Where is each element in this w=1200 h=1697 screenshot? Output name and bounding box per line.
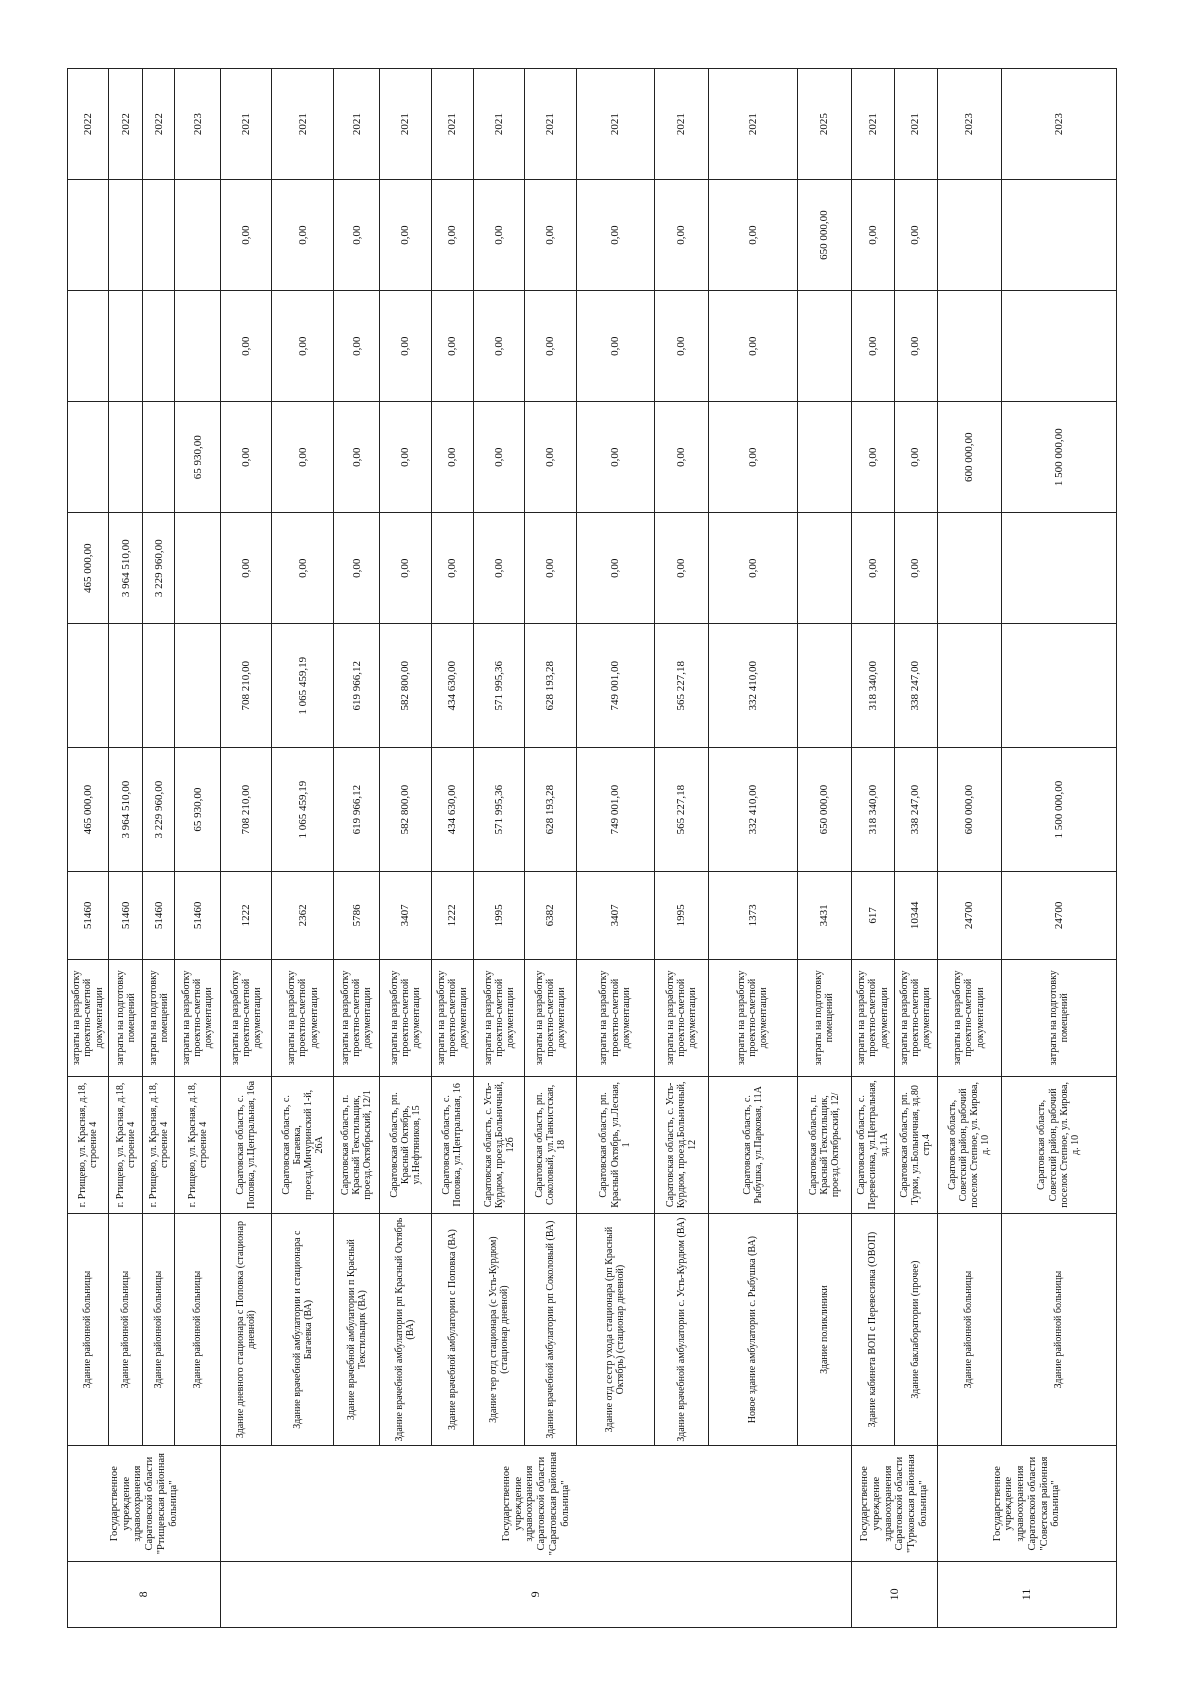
amount-2025-cell: 0,00: [654, 180, 708, 291]
table-row: [109, 69, 143, 1628]
area-cell: 1222: [431, 872, 474, 960]
address-cell: Саратовская область, п. Красный Текстильщик, проезд.Октябрьский, 12/: [797, 1077, 851, 1214]
amount-2021-cell: 338 247,00: [894, 624, 937, 748]
amount-2024-cell: 0,00: [474, 291, 525, 402]
year-cell: 2022: [109, 69, 143, 180]
object-name-cell: Здание районной больницы: [68, 1213, 109, 1446]
total-amount-cell: 708 210,00: [221, 748, 272, 872]
group-index-cell: 11: [937, 1561, 1117, 1627]
address-cell: Саратовская область, с. Усть-Курдюм, проезд.Больничный, 12б: [474, 1077, 525, 1214]
amount-2022-cell: [175, 513, 221, 624]
table-row: [709, 69, 798, 1628]
amount-2021-cell: 434 630,00: [431, 624, 474, 748]
amount-2025-cell: [68, 180, 109, 291]
total-amount-cell: 582 800,00: [380, 748, 431, 872]
amount-2024-cell: [109, 291, 143, 402]
year-cell: 2021: [272, 69, 334, 180]
amount-2025-cell: [1001, 180, 1116, 291]
area-cell: 3431: [797, 872, 851, 960]
year-cell: 2022: [68, 69, 109, 180]
amount-2022-cell: [797, 513, 851, 624]
amount-2023-cell: 0,00: [431, 402, 474, 513]
address-cell: Саратовская область, п. Красный Текстильщик, проезд.Октябрьский, 12/1: [334, 1077, 380, 1214]
work-type-cell: затраты на разработку проектно-сметной документации: [474, 959, 525, 1076]
amount-2023-cell: 0,00: [221, 402, 272, 513]
total-amount-cell: 619 966,12: [334, 748, 380, 872]
table-row: [380, 69, 431, 1628]
area-cell: 5786: [334, 872, 380, 960]
table-row: [221, 69, 272, 1628]
amount-2021-cell: 571 995,36: [474, 624, 525, 748]
address-cell: г. Ртищево, ул. Красная, д.18, строение 4: [109, 1077, 143, 1214]
work-type-cell: затраты на разработку проектно-сметной документации: [334, 959, 380, 1076]
amount-2022-cell: 0,00: [894, 513, 937, 624]
amount-2024-cell: 0,00: [576, 291, 654, 402]
object-name-cell: Здание врачебной амбулатории и стационара с Багаевка (ВА): [272, 1213, 334, 1446]
amount-2025-cell: 0,00: [852, 180, 895, 291]
amount-2023-cell: [109, 402, 143, 513]
amount-2021-cell: 708 210,00: [221, 624, 272, 748]
address-cell: Саратовская область, рп. Красный Октябрь, ул.Лесная, 1: [576, 1077, 654, 1214]
amount-2024-cell: 0,00: [709, 291, 798, 402]
area-cell: 617: [852, 872, 895, 960]
work-type-cell: затраты на разработку проектно-сметной документации: [68, 959, 109, 1076]
address-cell: Саратовская область, рп. Турки, ул.Больничная, зд.80 стр.4: [894, 1077, 937, 1214]
total-amount-cell: 571 995,36: [474, 748, 525, 872]
amount-2022-cell: 0,00: [852, 513, 895, 624]
amount-2021-cell: 332 410,00: [709, 624, 798, 748]
work-type-cell: затраты на подготовку помещений: [143, 959, 175, 1076]
amount-2024-cell: 0,00: [334, 291, 380, 402]
year-cell: 2021: [431, 69, 474, 180]
object-name-cell: Здание дневного стационара с Поповка (стационар дневной): [221, 1213, 272, 1446]
amount-2021-cell: 749 001,00: [576, 624, 654, 748]
amount-2025-cell: 650 000,00: [797, 180, 851, 291]
work-type-cell: затраты на подготовку помещений: [1001, 959, 1116, 1076]
year-cell: 2025: [797, 69, 851, 180]
amount-2021-cell: 619 966,12: [334, 624, 380, 748]
table-row: [272, 69, 334, 1628]
amount-2025-cell: 0,00: [576, 180, 654, 291]
amount-2023-cell: 1 500 000,00: [1001, 402, 1116, 513]
object-name-cell: Здание кабинета ВОП с Перевесинка (ОВОП): [852, 1213, 895, 1446]
amount-2021-cell: [1001, 624, 1116, 748]
total-amount-cell: 338 247,00: [894, 748, 937, 872]
year-cell: 2021: [525, 69, 576, 180]
object-name-cell: Здание тер отд стационара (с Усть-Курдюм) (стационар дневной): [474, 1213, 525, 1446]
total-amount-cell: 3 229 960,00: [143, 748, 175, 872]
group-index-cell: 8: [68, 1561, 221, 1627]
table-row: [431, 69, 474, 1628]
amount-2025-cell: 0,00: [380, 180, 431, 291]
year-cell: 2021: [380, 69, 431, 180]
amount-2021-cell: 318 340,00: [852, 624, 895, 748]
work-type-cell: затраты на разработку проектно-сметной документации: [937, 959, 1001, 1076]
year-cell: 2021: [894, 69, 937, 180]
amount-2024-cell: 0,00: [431, 291, 474, 402]
work-type-cell: затраты на разработку проектно-сметной документации: [894, 959, 937, 1076]
address-cell: Саратовская область, рп. Соколовый, ул.Танкистская, 18: [525, 1077, 576, 1214]
amount-2023-cell: 0,00: [525, 402, 576, 513]
amount-2025-cell: [937, 180, 1001, 291]
work-type-cell: затраты на разработку проектно-сметной документации: [654, 959, 708, 1076]
amount-2024-cell: 0,00: [654, 291, 708, 402]
object-name-cell: Здание районной больницы: [143, 1213, 175, 1446]
year-cell: 2023: [175, 69, 221, 180]
total-amount-cell: 628 193,28: [525, 748, 576, 872]
object-name-cell: Здание баклаборатории (прочее): [894, 1213, 937, 1446]
amount-2023-cell: [797, 402, 851, 513]
amount-2021-cell: [68, 624, 109, 748]
area-cell: 51460: [143, 872, 175, 960]
table-row: [937, 69, 1001, 1628]
object-name-cell: Здание поликлиники: [797, 1213, 851, 1446]
total-amount-cell: 65 930,00: [175, 748, 221, 872]
amount-2023-cell: 0,00: [709, 402, 798, 513]
area-cell: 6382: [525, 872, 576, 960]
work-type-cell: затраты на разработку проектно-сметной документации: [576, 959, 654, 1076]
amount-2024-cell: [175, 291, 221, 402]
object-name-cell: Здание врачебной амбулатории рп Соколовый (ВА): [525, 1213, 576, 1446]
amount-2024-cell: [68, 291, 109, 402]
area-cell: 3407: [380, 872, 431, 960]
year-cell: 2021: [221, 69, 272, 180]
amount-2025-cell: 0,00: [272, 180, 334, 291]
group-index-cell: 10: [852, 1561, 937, 1627]
amount-2025-cell: 0,00: [894, 180, 937, 291]
total-amount-cell: 1 065 459,19: [272, 748, 334, 872]
address-cell: Саратовская область, Советский район, рабочий поселок Степное, ул. Кирова, д. 10: [937, 1077, 1001, 1214]
total-amount-cell: 465 000,00: [68, 748, 109, 872]
amount-2025-cell: 0,00: [431, 180, 474, 291]
amount-2023-cell: 0,00: [654, 402, 708, 513]
organization-cell: Государственное учреждение здравоохранения Саратовской области "Ртищевская районная больница": [68, 1446, 221, 1561]
amount-2025-cell: 0,00: [474, 180, 525, 291]
amount-2025-cell: 0,00: [334, 180, 380, 291]
address-cell: Саратовская область, с. Поповка, ул.Центральная, 16: [431, 1077, 474, 1214]
amount-2023-cell: 0,00: [272, 402, 334, 513]
address-cell: Саратовская область, рп. Красный Октябрь, ул.Нефтяников, 15: [380, 1077, 431, 1214]
year-cell: 2022: [143, 69, 175, 180]
object-name-cell: Здание врачебной амбулатории п Красный Текстильщик (ВА): [334, 1213, 380, 1446]
total-amount-cell: 650 000,00: [797, 748, 851, 872]
table-row: [852, 69, 895, 1628]
amount-2024-cell: [143, 291, 175, 402]
table-row: [894, 69, 937, 1628]
work-type-cell: затраты на разработку проектно-сметной документации: [431, 959, 474, 1076]
amount-2021-cell: [143, 624, 175, 748]
year-cell: 2021: [852, 69, 895, 180]
area-cell: 1995: [654, 872, 708, 960]
year-cell: 2023: [1001, 69, 1116, 180]
amount-2022-cell: 0,00: [272, 513, 334, 624]
address-cell: Саратовская область, Советский район, рабочий поселок Степное, ул. Кирова, д. 10: [1001, 1077, 1116, 1214]
amount-2025-cell: [109, 180, 143, 291]
work-type-cell: затраты на разработку проектно-сметной документации: [380, 959, 431, 1076]
area-cell: 3407: [576, 872, 654, 960]
year-cell: 2023: [937, 69, 1001, 180]
table-row: [143, 69, 175, 1628]
area-cell: 51460: [109, 872, 143, 960]
amount-2023-cell: 600 000,00: [937, 402, 1001, 513]
organization-cell: Государственное учреждение здравоохранения Саратовской области "Саратовская районная больница": [221, 1446, 852, 1561]
area-cell: 24700: [1001, 872, 1116, 960]
work-type-cell: затраты на разработку проектно-сметной документации: [175, 959, 221, 1076]
amount-2022-cell: 0,00: [431, 513, 474, 624]
amount-2022-cell: 0,00: [334, 513, 380, 624]
amount-2023-cell: 65 930,00: [175, 402, 221, 513]
object-name-cell: Здание врачебной амбулатории с. Усть-Курдюм (ВА): [654, 1213, 708, 1446]
total-amount-cell: 749 001,00: [576, 748, 654, 872]
object-name-cell: Здание врачебной амбулатории рп Красный Октябрь (ВА): [380, 1213, 431, 1446]
work-type-cell: затраты на разработку проектно-сметной документации: [709, 959, 798, 1076]
work-type-cell: затраты на разработку проектно-сметной документации: [525, 959, 576, 1076]
total-amount-cell: 318 340,00: [852, 748, 895, 872]
amount-2024-cell: [1001, 291, 1116, 402]
year-cell: 2021: [334, 69, 380, 180]
amount-2021-cell: [797, 624, 851, 748]
amount-2024-cell: 0,00: [272, 291, 334, 402]
table-row: [797, 69, 851, 1628]
amount-2025-cell: 0,00: [709, 180, 798, 291]
total-amount-cell: 434 630,00: [431, 748, 474, 872]
amount-2025-cell: [175, 180, 221, 291]
year-cell: 2021: [654, 69, 708, 180]
address-cell: Саратовская область, с. Перевесинка, ул.Центральная, зд.1А: [852, 1077, 895, 1214]
address-cell: Саратовская область, с. Рыбушка, ул.Парковая, 11А: [709, 1077, 798, 1214]
group-index-cell: 9: [221, 1561, 852, 1627]
amount-2024-cell: [797, 291, 851, 402]
amount-2024-cell: 0,00: [221, 291, 272, 402]
work-type-cell: затраты на подготовку помещений: [109, 959, 143, 1076]
address-cell: Саратовская область, с. Багаевка, проезд.Мичуринский 1-й, 26А: [272, 1077, 334, 1214]
amount-2024-cell: 0,00: [894, 291, 937, 402]
amount-2025-cell: 0,00: [221, 180, 272, 291]
address-cell: г. Ртищево, ул. Красная, д.18, строение 4: [68, 1077, 109, 1214]
amount-2023-cell: [143, 402, 175, 513]
area-cell: 1995: [474, 872, 525, 960]
work-type-cell: затраты на подготовку помещений: [797, 959, 851, 1076]
amount-2022-cell: 0,00: [474, 513, 525, 624]
total-amount-cell: 1 500 000,00: [1001, 748, 1116, 872]
work-type-cell: затраты на разработку проектно-сметной документации: [272, 959, 334, 1076]
table-row: [525, 69, 576, 1628]
amount-2024-cell: 0,00: [525, 291, 576, 402]
work-type-cell: затраты на разработку проектно-сметной документации: [852, 959, 895, 1076]
address-cell: г. Ртищево, ул. Красная, д.18, строение 4: [175, 1077, 221, 1214]
amount-2021-cell: 565 227,18: [654, 624, 708, 748]
total-amount-cell: 3 964 510,00: [109, 748, 143, 872]
amount-2023-cell: [68, 402, 109, 513]
amount-2023-cell: 0,00: [576, 402, 654, 513]
amount-2024-cell: 0,00: [852, 291, 895, 402]
area-cell: 2362: [272, 872, 334, 960]
amount-2022-cell: [1001, 513, 1116, 624]
amount-2021-cell: [175, 624, 221, 748]
amount-2023-cell: 0,00: [474, 402, 525, 513]
table-row: [175, 69, 221, 1628]
amount-2025-cell: [143, 180, 175, 291]
amount-2022-cell: 0,00: [576, 513, 654, 624]
organization-cell: Государственное учреждение здравоохранения Саратовской области "Советская районная больница": [937, 1446, 1117, 1561]
table-row: [576, 69, 654, 1628]
year-cell: 2021: [576, 69, 654, 180]
object-name-cell: Здание районной больницы: [1001, 1213, 1116, 1446]
amount-2022-cell: 3 229 960,00: [143, 513, 175, 624]
table-row: [474, 69, 525, 1628]
amount-2022-cell: 0,00: [654, 513, 708, 624]
table-row: [334, 69, 380, 1628]
amount-2022-cell: [937, 513, 1001, 624]
rotated-table-container: [67, 68, 1117, 1628]
area-cell: 24700: [937, 872, 1001, 960]
table-row: [1001, 69, 1116, 1628]
object-name-cell: Новое здание амбулатории с. Рыбушка (ВА): [709, 1213, 798, 1446]
amount-2024-cell: 0,00: [380, 291, 431, 402]
address-cell: Саратовская область, с. Поповка, ул.Центральная, 16а: [221, 1077, 272, 1214]
area-cell: 51460: [68, 872, 109, 960]
amount-2022-cell: 465 000,00: [68, 513, 109, 624]
table-row: [654, 69, 708, 1628]
amount-2023-cell: 0,00: [380, 402, 431, 513]
table-row: [68, 69, 109, 1628]
amount-2022-cell: 0,00: [525, 513, 576, 624]
address-cell: Саратовская область, с. Усть-Курдюм, проезд.Больничный, 12: [654, 1077, 708, 1214]
budget-table: [67, 68, 1117, 1628]
amount-2021-cell: 582 800,00: [380, 624, 431, 748]
amount-2023-cell: 0,00: [334, 402, 380, 513]
amount-2022-cell: 0,00: [221, 513, 272, 624]
amount-2021-cell: [937, 624, 1001, 748]
area-cell: 1222: [221, 872, 272, 960]
area-cell: 10344: [894, 872, 937, 960]
amount-2021-cell: [109, 624, 143, 748]
organization-cell: Государственное учреждение здравоохранения Саратовской области "Турковская районная больница": [852, 1446, 937, 1561]
object-name-cell: Здание районной больницы: [175, 1213, 221, 1446]
amount-2021-cell: 1 065 459,19: [272, 624, 334, 748]
amount-2021-cell: 628 193,28: [525, 624, 576, 748]
amount-2022-cell: 3 964 510,00: [109, 513, 143, 624]
year-cell: 2021: [709, 69, 798, 180]
amount-2025-cell: 0,00: [525, 180, 576, 291]
amount-2022-cell: 0,00: [380, 513, 431, 624]
object-name-cell: Здание врачебной амбулатории с Поповка (ВА): [431, 1213, 474, 1446]
object-name-cell: Здание районной больницы: [109, 1213, 143, 1446]
amount-2023-cell: 0,00: [894, 402, 937, 513]
address-cell: г. Ртищево, ул. Красная, д.18, строение 4: [143, 1077, 175, 1214]
amount-2024-cell: [937, 291, 1001, 402]
amount-2023-cell: 0,00: [852, 402, 895, 513]
area-cell: 1373: [709, 872, 798, 960]
area-cell: 51460: [175, 872, 221, 960]
total-amount-cell: 332 410,00: [709, 748, 798, 872]
amount-2022-cell: 0,00: [709, 513, 798, 624]
work-type-cell: затраты на разработку проектно-сметной документации: [221, 959, 272, 1076]
total-amount-cell: 565 227,18: [654, 748, 708, 872]
total-amount-cell: 600 000,00: [937, 748, 1001, 872]
object-name-cell: Здание районной больницы: [937, 1213, 1001, 1446]
object-name-cell: Здание отд сестр ухода стационара (рп Красный Октябрь) (стационар дневной): [576, 1213, 654, 1446]
year-cell: 2021: [474, 69, 525, 180]
